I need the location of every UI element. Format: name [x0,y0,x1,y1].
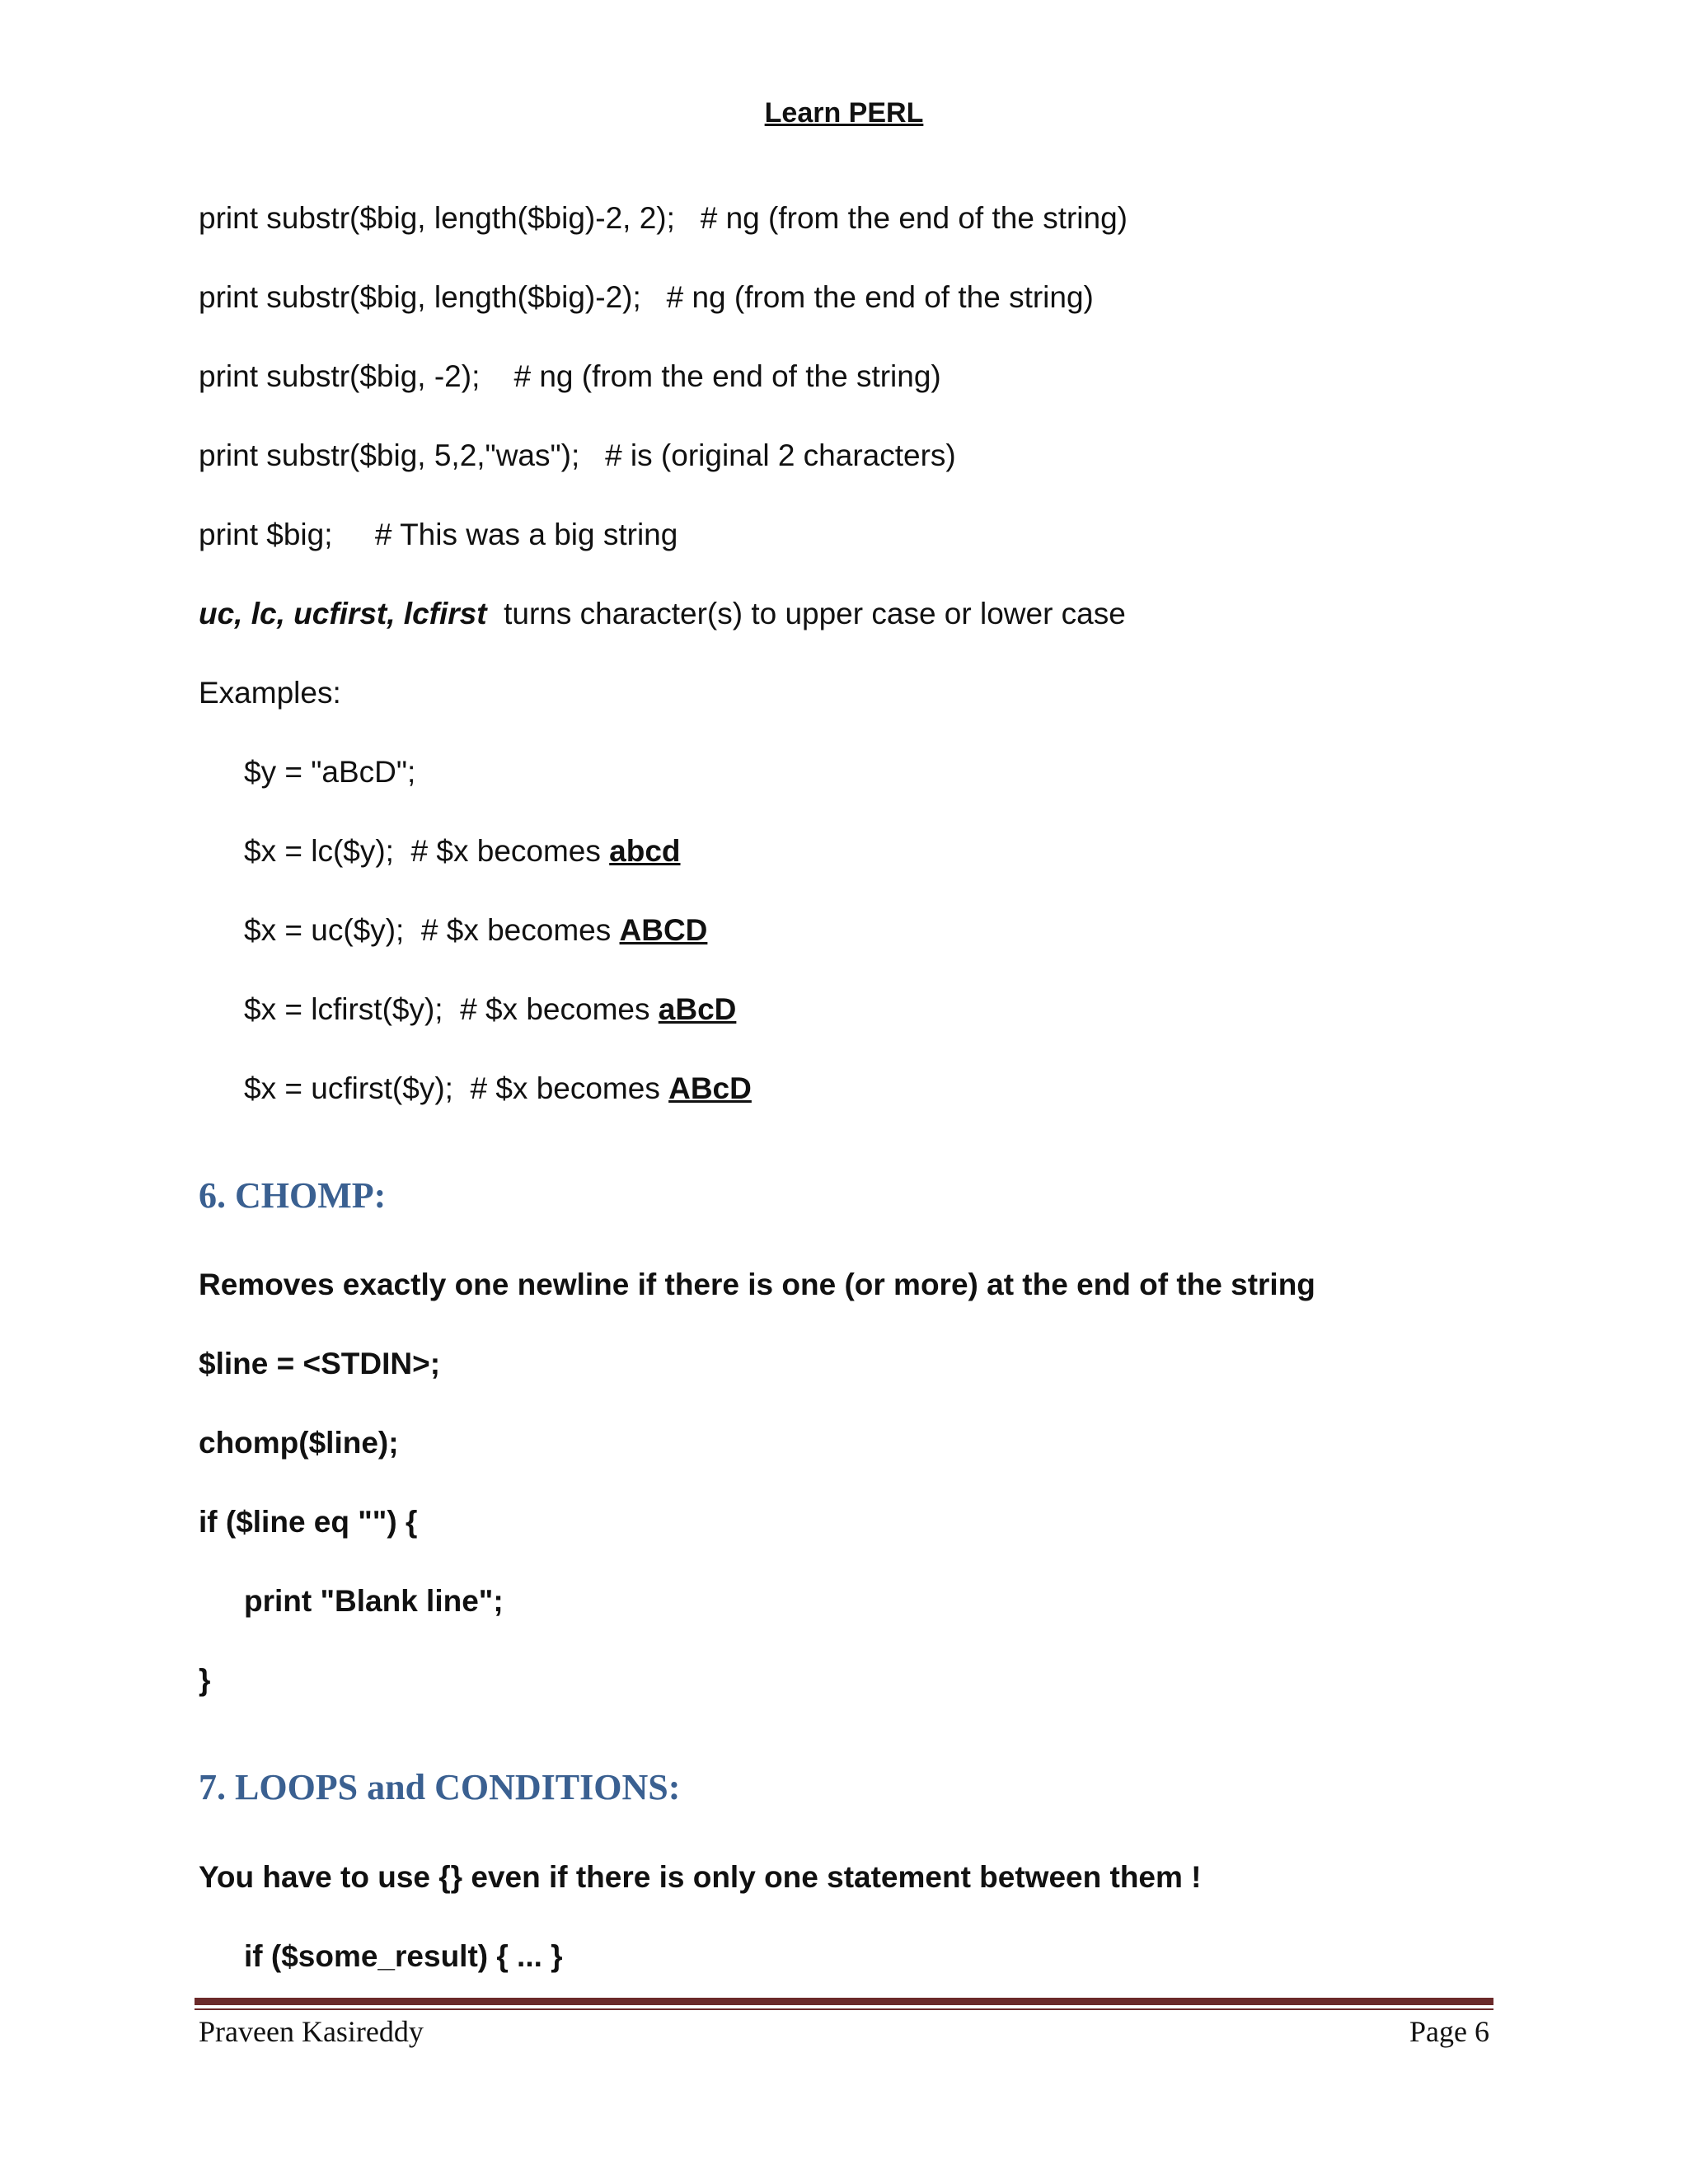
example-result: ABCD [619,913,708,947]
footer-page-number: Page 6 [1409,2015,1489,2048]
code-line: print $big; # This was a big string [199,518,678,551]
code-line: print substr($big, 5,2,"was"); # is (original 2 characters) [199,438,956,472]
section-heading-loops: 7. LOOPS and CONDITIONS: [199,1767,681,1807]
example-result: aBcD [658,992,737,1026]
code-line: chomp($line); [199,1426,399,1460]
example-result: abcd [609,834,681,868]
example-ucfirst [244,1069,752,1108]
example-lcfirst [244,990,736,1029]
footer-rule [195,1998,1493,2005]
footer-rule-thin [195,2008,1493,2010]
example-code: $x = uc($y); # $x becomes [244,913,620,947]
code-line: print "Blank line"; [244,1584,504,1618]
case-function-names: uc, lc, ucfirst, lcfirst [199,597,487,630]
code-line: print substr($big, length($big)-2, 2); # ng (from the end of the string) [199,201,1128,235]
example-uc [244,911,707,950]
example-code: $x = ucfirst($y); # $x becomes [244,1071,669,1105]
examples-label: Examples: [199,676,341,710]
case-function-text: turns character(s) to upper case or lower case [486,597,1126,630]
example-code: $x = lc($y); # $x becomes [244,834,610,868]
chomp-description: Removes exactly one newline if there is one (or more) at the end of the string [199,1268,1315,1301]
code-line: if ($some_result) { ... } [244,1939,563,1973]
footer-author: Praveen Kasireddy [199,2015,424,2048]
page-header-title: Learn PERL [764,97,924,129]
code-line: print substr($big, length($big)-2); # ng (from the end of the string) [199,280,1094,314]
example-assign: $y = "aBcD"; [244,755,416,789]
loops-description: You have to use {} even if there is only one statement between them ! [199,1860,1202,1894]
code-line: print substr($big, -2); # ng (from the end of the string) [199,359,941,393]
example-lc [244,832,681,871]
case-functions-description [199,594,1126,634]
example-result: ABcD [668,1071,752,1105]
code-line: if ($line eq "") { [199,1505,418,1539]
code-line: $line = <STDIN>; [199,1347,441,1380]
section-heading-chomp: 6. CHOMP: [199,1175,387,1216]
code-line: } [199,1663,211,1697]
example-code: $x = lcfirst($y); # $x becomes [244,992,659,1026]
